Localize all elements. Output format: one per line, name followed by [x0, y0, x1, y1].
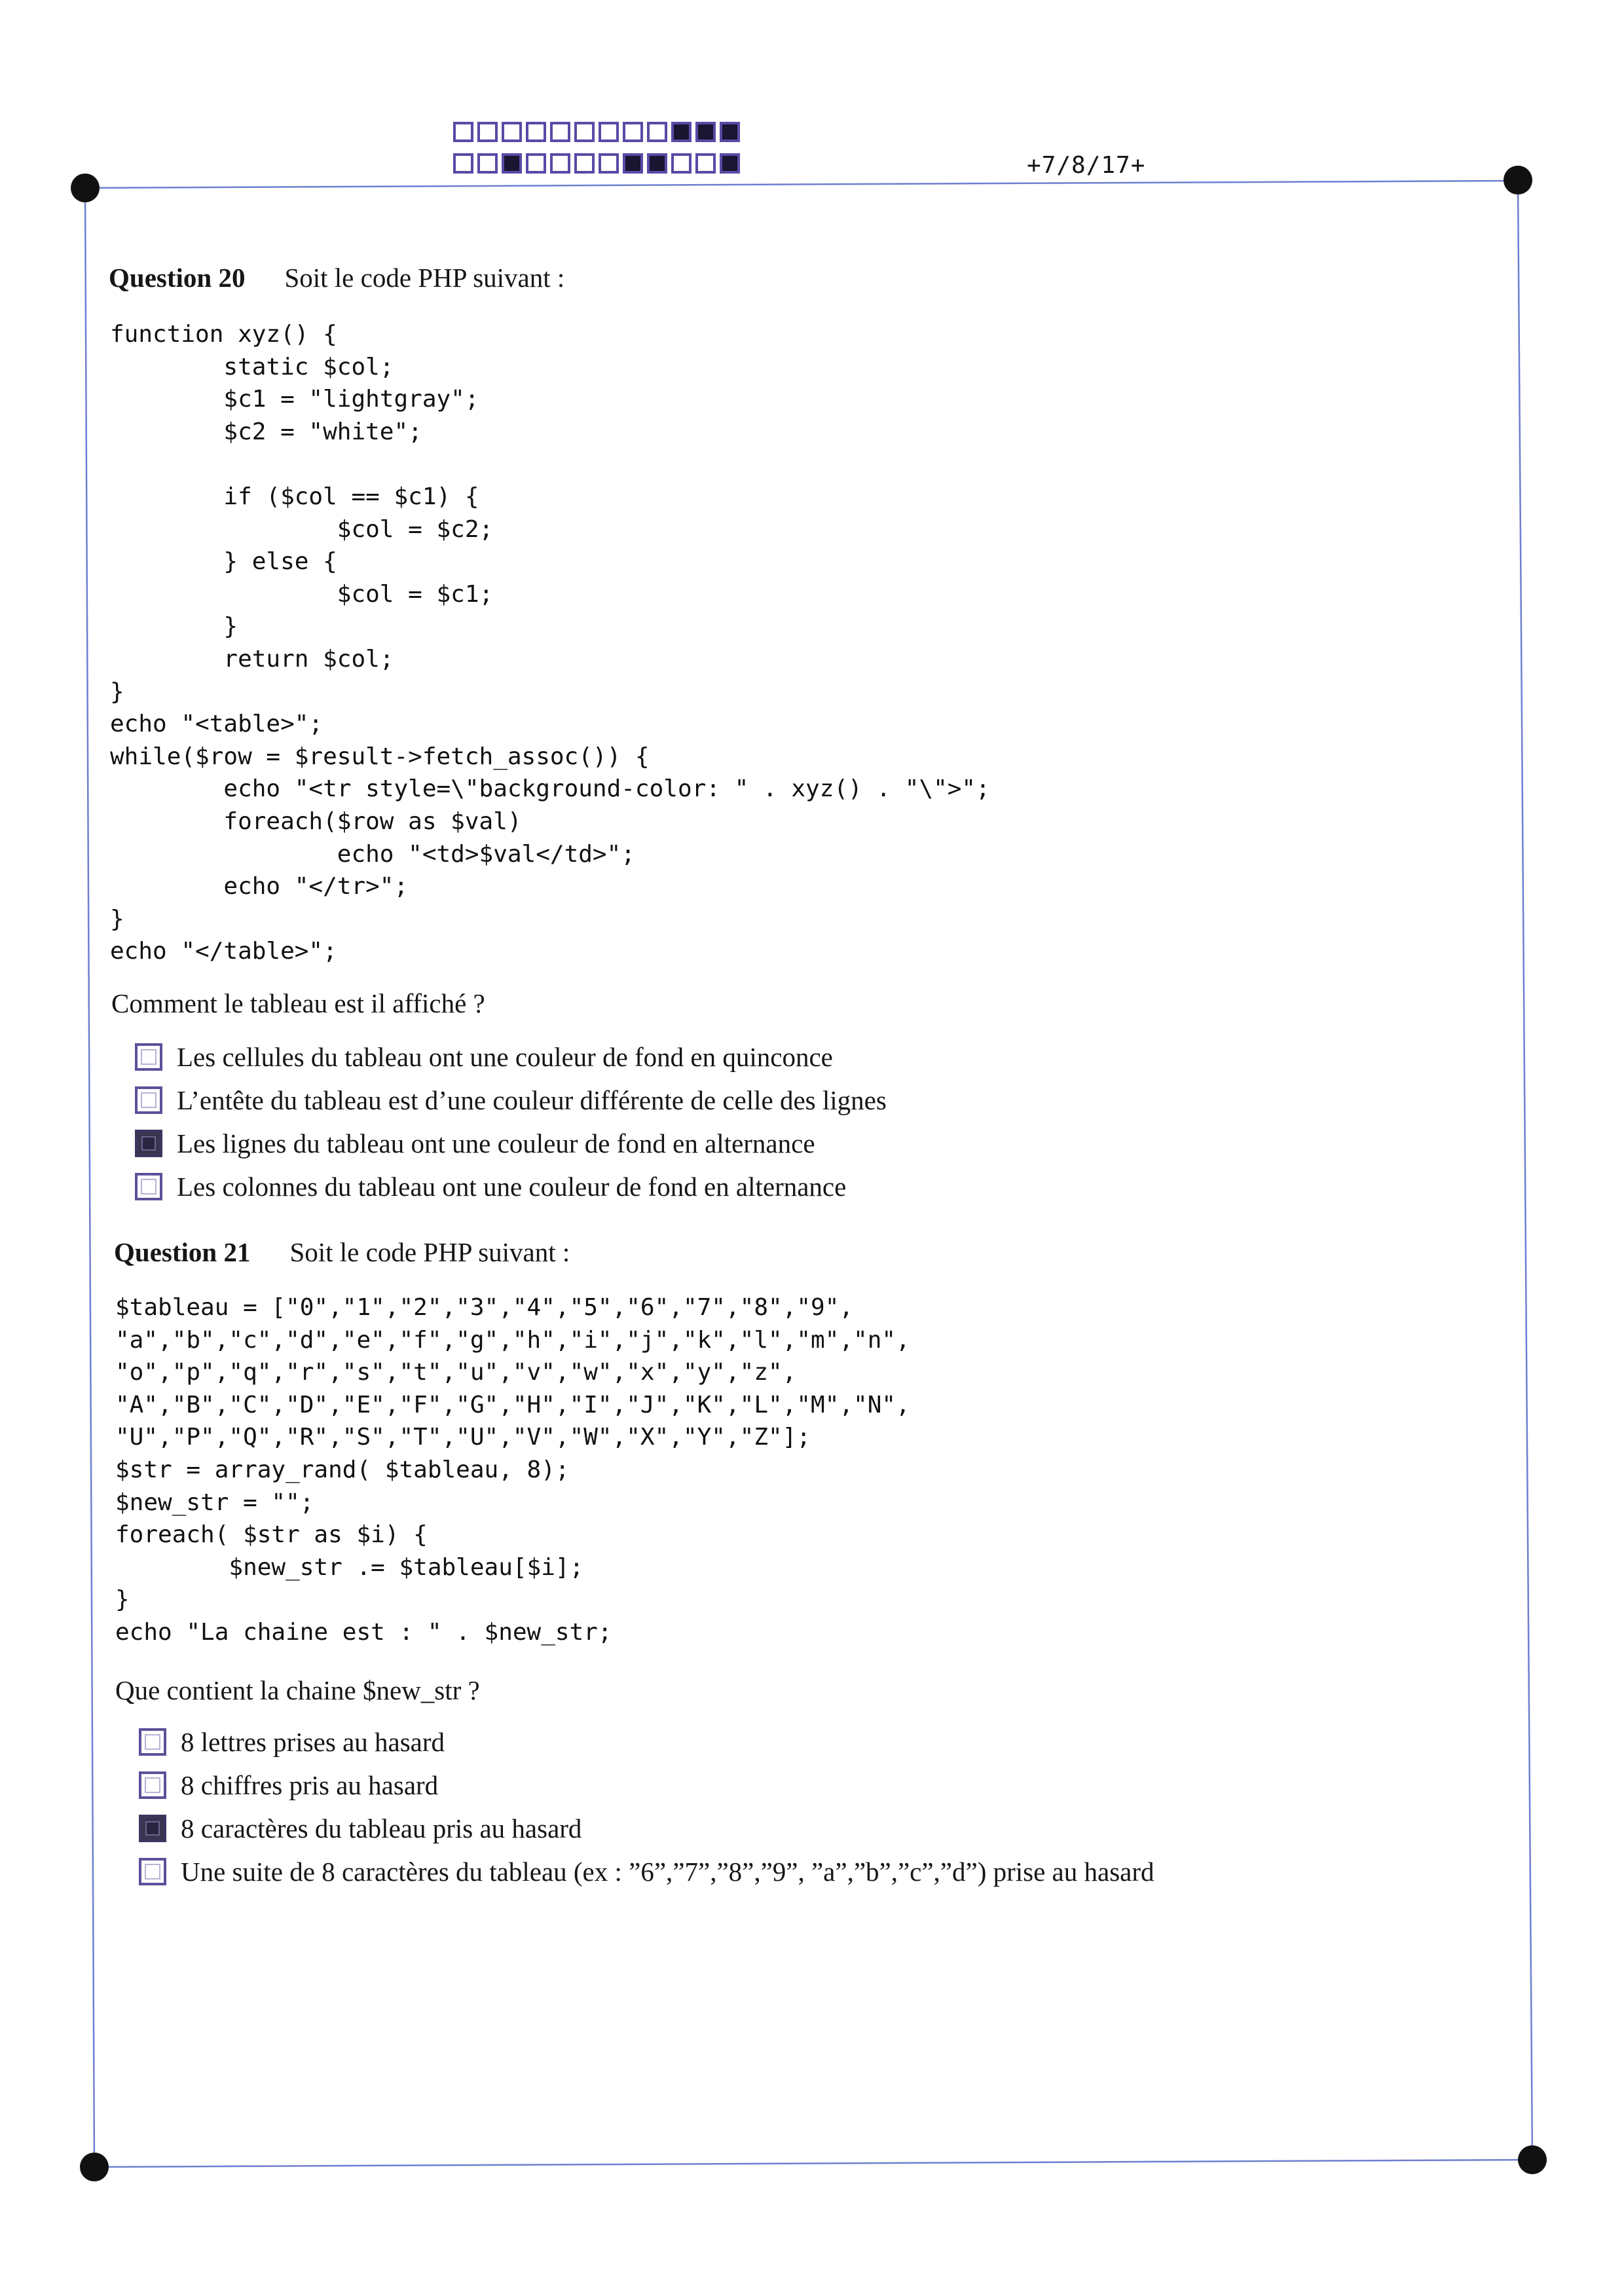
- answer-choice[interactable]: [135, 1171, 846, 1202]
- corner-marker-top-right: [1504, 166, 1532, 194]
- choice-label: Les cellules du tableau ont une couleur de fond en quinconce: [177, 1042, 833, 1072]
- checkbox[interactable]: [135, 1043, 162, 1071]
- checkbox[interactable]: [135, 1086, 162, 1114]
- id-code-box: [526, 122, 546, 142]
- id-code-box: [623, 153, 643, 174]
- id-code-box: [647, 153, 667, 174]
- id-code-box: [695, 153, 716, 174]
- id-code-box: [671, 122, 692, 142]
- answer-choice[interactable]: [139, 1726, 445, 1758]
- choice-label: 8 chiffres pris au hasard: [181, 1770, 439, 1800]
- code-block-q21: $tableau = ["0","1","2","3","4","5","6","7","8","9", "a","b","c","d","e","f","g","h","i","j","k","l","m","n", "o","p","q","r","s","t","u","v","w","x","y","z", "A","B","C","D","E","F","G","H","I","J","K","L","M","N", "U","P","Q","R","S","T","U","V","W","X","Y","Z"]; $str = array_rand( $tableau, 8); $new_str = ""; foreach( $str as $i) { $new_str .= $tableau[$i]; } echo "La chaine est : " . $new_str;: [115, 1294, 910, 1646]
- id-code-box: [599, 153, 619, 174]
- id-code-row: [453, 122, 740, 142]
- corner-marker-top-left: [71, 174, 100, 202]
- id-code-box: [477, 122, 498, 142]
- choice-label: Une suite de 8 caractères du tableau (ex : ”6”,”7”,”8”,”9”, ”a”,”b”,”c”,”d”) prise au hasard: [181, 1857, 1154, 1887]
- choice-label: 8 lettres prises au hasard: [181, 1727, 445, 1757]
- question-intro: Soit le code PHP suivant :: [284, 263, 565, 293]
- choice-label: 8 caractères du tableau pris au hasard: [181, 1813, 582, 1843]
- choice-label: Les colonnes du tableau ont une couleur de fond en alternance: [177, 1172, 847, 1202]
- answer-choice[interactable]: [139, 1813, 581, 1844]
- question-20-header: [109, 262, 564, 293]
- page-number: +7/8/17+: [1027, 152, 1146, 179]
- id-code-box: [502, 122, 522, 142]
- id-code-box: [574, 122, 595, 142]
- question-intro: Soit le code PHP suivant :: [289, 1237, 570, 1267]
- id-code-box: [453, 122, 473, 142]
- question-label: Question 21: [114, 1237, 251, 1267]
- checkbox[interactable]: [139, 1771, 166, 1799]
- answer-choice[interactable]: [135, 1084, 887, 1116]
- answer-choice[interactable]: [139, 1856, 1154, 1887]
- question-prompt: Que contient la chaine $new_str ?: [115, 1675, 480, 1705]
- question-prompt: Comment le tableau est il affiché ?: [111, 988, 485, 1018]
- id-code-box: [647, 122, 667, 142]
- checkbox[interactable]: [139, 1858, 166, 1885]
- id-code-box: [550, 153, 570, 174]
- id-code-box: [695, 122, 716, 142]
- checkbox-checked[interactable]: [135, 1130, 162, 1157]
- id-code-box: [720, 153, 740, 174]
- code-block-q20: function xyz() { static $col; $c1 = "lightgray"; $c2 = "white"; if ($col == $c1) { $col = $c2; } else { $col = $c1; } return $col; } echo "<table>"; while($row = $result->fetch_assoc()) { echo "<tr style=\"background-color: " . xyz() . "\">"; foreach($row as $val) echo "<td>$val</td>"; echo "</tr>"; } echo "</table>";: [110, 321, 990, 965]
- choice-label: L’entête du tableau est d’une couleur différente de celle des lignes: [177, 1085, 887, 1115]
- id-code-box: [720, 122, 740, 142]
- corner-marker-bottom-left: [80, 2153, 109, 2181]
- checkbox[interactable]: [135, 1173, 162, 1200]
- id-code-box: [671, 153, 692, 174]
- id-code-box: [453, 153, 473, 174]
- answer-choice[interactable]: [135, 1128, 815, 1159]
- id-code-box: [599, 122, 619, 142]
- id-code-box: [623, 122, 643, 142]
- id-code-box: [550, 122, 570, 142]
- question-label: Question 20: [109, 263, 246, 293]
- question-21-header: [114, 1236, 570, 1268]
- corner-marker-bottom-right: [1518, 2145, 1547, 2174]
- id-code-box: [574, 153, 595, 174]
- id-code-row: [453, 153, 740, 174]
- checkbox[interactable]: [139, 1728, 166, 1756]
- answer-choice[interactable]: [139, 1769, 438, 1801]
- checkbox-checked[interactable]: [139, 1815, 166, 1842]
- answer-choice[interactable]: [135, 1041, 833, 1073]
- id-code-box: [526, 153, 546, 174]
- id-code-box: [477, 153, 498, 174]
- id-code-box: [502, 153, 522, 174]
- choice-label: Les lignes du tableau ont une couleur de fond en alternance: [177, 1128, 815, 1158]
